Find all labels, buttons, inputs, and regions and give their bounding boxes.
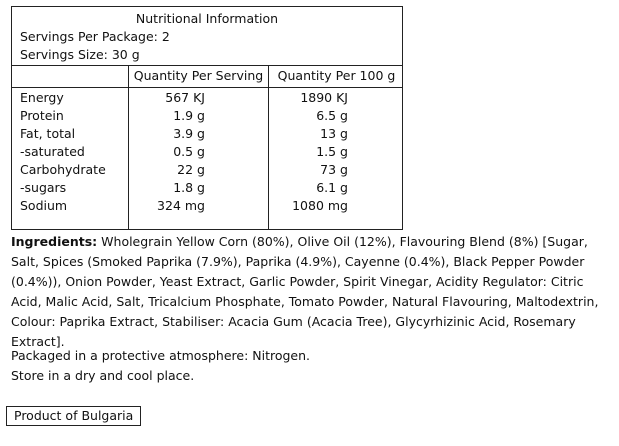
per-serving-value: 1.9 g bbox=[173, 108, 205, 123]
serving-size: Servings Size: 30 g bbox=[20, 47, 140, 62]
storage-note: Store in a dry and cool place. bbox=[11, 368, 195, 383]
packaging-note: Packaged in a protective atmosphere: Nitrogen. bbox=[11, 348, 311, 363]
per-100g-value: 6.5 g bbox=[316, 108, 348, 123]
nutrition-title: Nutritional Information bbox=[135, 11, 279, 26]
row-label: Fat, total bbox=[20, 126, 76, 141]
per-100g-value: 73 g bbox=[320, 162, 348, 177]
ingredients-label: Ingredients: bbox=[11, 234, 98, 249]
per-100g-value: 13 g bbox=[320, 126, 348, 141]
per-serving-value: 22 g bbox=[177, 162, 205, 177]
row-label: Protein bbox=[20, 108, 64, 123]
per-serving-value: 0.5 g bbox=[173, 144, 205, 159]
row-label: Sodium bbox=[20, 198, 68, 213]
per-100g-value: 1890 KJ bbox=[300, 90, 348, 105]
per-100g-value: 6.1 g bbox=[316, 180, 348, 195]
per-serving-value: 3.9 g bbox=[173, 126, 205, 141]
ingredients-paragraph bbox=[11, 232, 611, 352]
row-label: Energy bbox=[20, 90, 64, 105]
column-header-divider bbox=[12, 87, 402, 88]
origin-label: Product of Bulgaria bbox=[6, 406, 141, 426]
row-label: -saturated bbox=[20, 144, 85, 159]
ingredients-text: Wholegrain Yellow Corn (80%), Olive Oil (12%), Flavouring Blend (8%) [Sugar, Salt, Spices (Smoked Paprika (7.9%), Paprika (4.9%), Cayenne (0.4%), Black Pepper Powder (0.4%)), Onion Powder, Yeast Extract, Garlic Powder, Spirit Vinegar, Acidity Regulator: Citric Acid, Malic Acid, Salt, Tricalcium Phosphate, Tomato Powder, Natural Flavouring, Maltodextrin, Colour: Paprika Extract, Stabiliser: Acacia Gum (Acacia Tree), Glycyrhizinic Acid, Rosemary Extract]. bbox=[11, 234, 599, 349]
per-100g-value: 1.5 g bbox=[316, 144, 348, 159]
column-header-per-serving: Quantity Per Serving bbox=[133, 68, 264, 83]
per-100g-value: 1080 mg bbox=[292, 198, 348, 213]
row-label: -sugars bbox=[20, 180, 67, 195]
per-serving-value: 324 mg bbox=[157, 198, 205, 213]
nutrition-panel bbox=[11, 6, 403, 230]
header-divider bbox=[12, 65, 402, 66]
column-header-per-100g: Quantity Per 100 g bbox=[277, 68, 396, 83]
servings-per-package: Servings Per Package: 2 bbox=[20, 29, 170, 44]
column-divider-2 bbox=[268, 65, 269, 230]
row-label: Carbohydrate bbox=[20, 162, 106, 177]
per-serving-value: 567 KJ bbox=[165, 90, 205, 105]
per-serving-value: 1.8 g bbox=[173, 180, 205, 195]
column-divider-1 bbox=[128, 65, 129, 230]
